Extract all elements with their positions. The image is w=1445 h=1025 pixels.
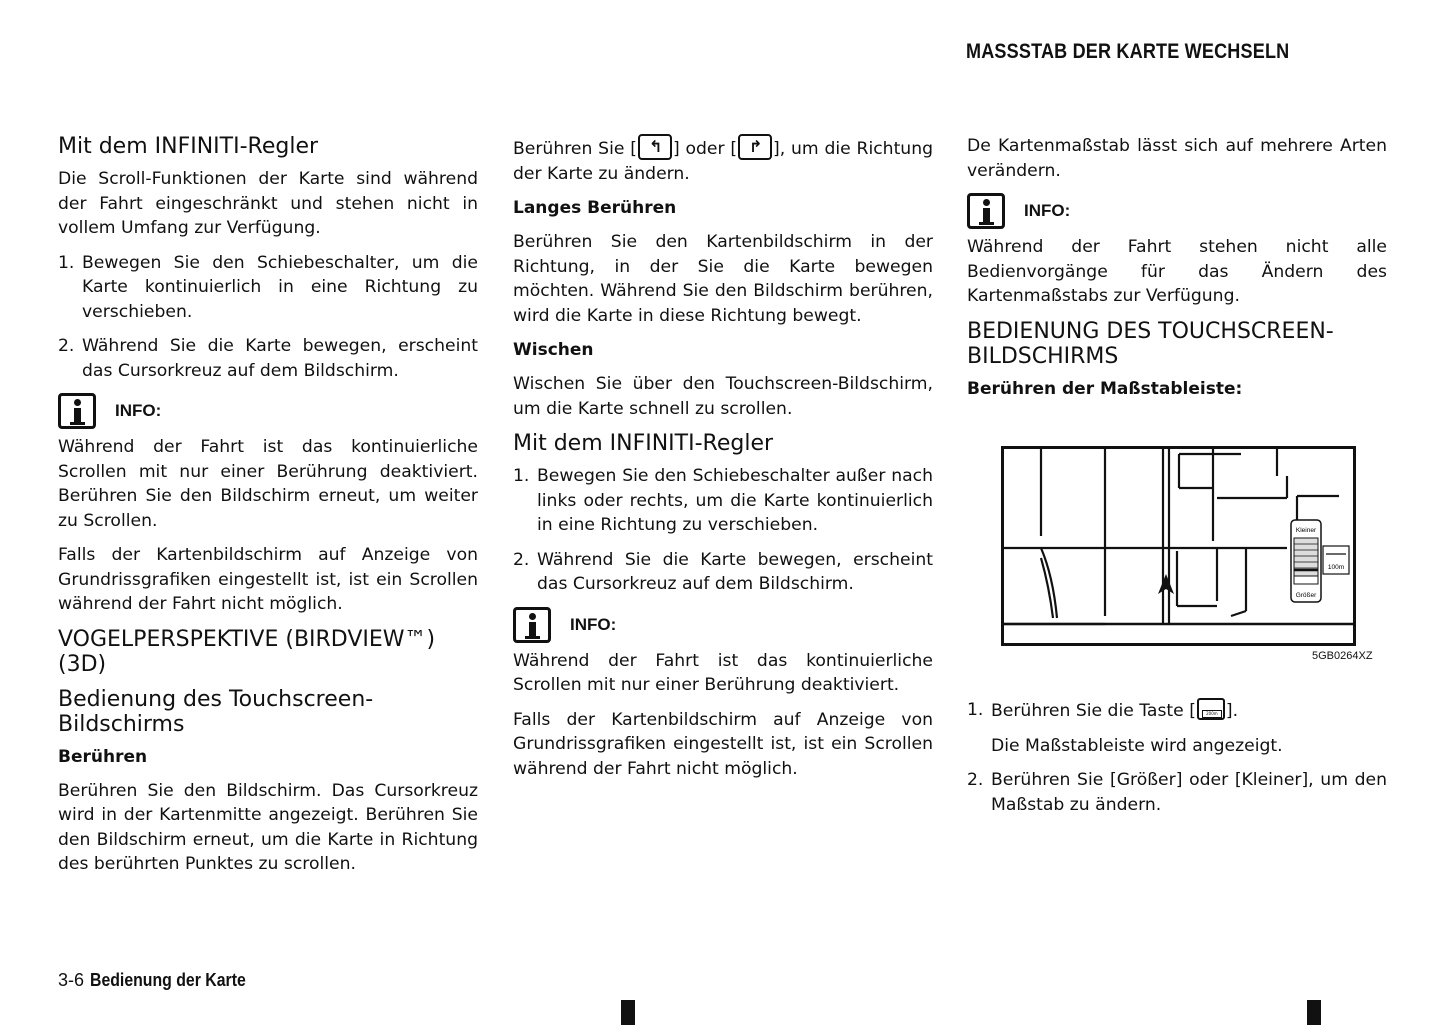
list-item <box>58 334 478 383</box>
heading-infiniti-regler: Mit dem INFINITI-Regler <box>58 134 319 159</box>
column-3-steps <box>967 698 1387 827</box>
info-paragraph: Falls der Kartenbildschirm auf Anzeige von Grundrissgrafiken eingestellt ist, ist ein Scrollen während der Fahrt nicht möglich. <box>513 709 933 779</box>
paragraph-scroll-intro: Die Scroll-Funktionen der Karte sind während der Fahrt eingeschränkt und stehen nicht in vollem Umfang zur Verfügung. <box>58 169 478 238</box>
info-label: INFO: <box>115 401 162 420</box>
list-text: Während Sie die Karte bewegen, erscheint das Cursorkreuz auf dem Bildschirm. <box>82 336 478 381</box>
heading-touchscreen-upper: BEDIENUNG DES TOUCHSCREEN-BILDSCHIRMS <box>967 318 1334 369</box>
column-3 <box>967 134 1387 411</box>
paragraph-beruehren: Berühren Sie den Bildschirm. Das Cursorkreuz wird in der Kartenmitte angezeigt. Berühren Sie den Bildschirm erneut, um die Karte in Richtung des berührten Punktes zu scrollen. <box>58 780 478 874</box>
info-paragraph: Während der Fahrt stehen nicht alle Bedienvorgänge für das Ändern des Kartenmaßstabs zur Verfügung. <box>967 237 1387 306</box>
info-paragraph: Falls der Kartenbildschirm auf Anzeige von Grundrissgrafiken eingestellt ist, ist ein Scrollen während der Fahrt nicht möglich. <box>58 545 478 614</box>
scale-kleiner-label: Kleiner <box>1295 527 1317 534</box>
list-item <box>58 251 478 325</box>
heading-vogelperspektive: VOGELPERSPEKTIVE (BIRDVIEW™) (3D) <box>58 626 436 677</box>
info-label: INFO: <box>1024 201 1071 220</box>
paragraph-langes-beruehren: Berühren Sie den Kartenbildschirm in der Richtung, in der Sie die Karte bewegen möchten. Während Sie den Bildschirm berühren, wird die Karte in diese Richtung bewegt. <box>513 232 933 326</box>
list-item <box>513 548 933 597</box>
step-sub-paragraph: Die Maßstableiste wird angezeigt. <box>991 735 1283 756</box>
list-text: Bewegen Sie den Schiebeschalter, um die Karte kontinuierlich in eine Richtung zu verschieben. <box>82 252 478 322</box>
page-footer <box>58 970 267 991</box>
info-icon <box>513 607 551 643</box>
subheading-wischen: Wischen <box>513 340 594 360</box>
info-icon <box>58 393 96 429</box>
paragraph-scale-intro: De Kartenmaßstab lässt sich auf mehrere Arten verändern. <box>967 136 1387 181</box>
subheading-massstableiste: Berühren der Maßstableiste: <box>967 378 1243 399</box>
rotate-right-icon: ↱ <box>738 134 772 160</box>
edge-mark <box>621 1000 635 1025</box>
scale-key-icon: 200m <box>1197 698 1225 720</box>
info-block <box>58 393 478 429</box>
list-number: 1. <box>58 252 75 273</box>
list-number: 2. <box>967 770 984 790</box>
info-block <box>513 607 933 643</box>
page-header-title: MASSSTAB DER KARTE WECHSELN <box>966 40 1290 63</box>
list-text: Berühren Sie [Größer] oder [Kleiner], um den Maßstab zu ändern. <box>991 770 1387 815</box>
info-icon <box>967 193 1005 229</box>
list-number: 1. <box>967 700 984 720</box>
edge-mark <box>1307 1000 1321 1025</box>
page-number: 3-6 <box>58 970 85 990</box>
scale-groesser-label: Größer <box>1295 592 1317 599</box>
info-paragraph: Während der Fahrt ist das kontinuierliche Scrollen mit nur einer Berührung deaktiviert. Berühren Sie den Bildschirm erneut, um weiter zu Scrollen. <box>58 437 478 531</box>
list-item <box>967 768 1387 817</box>
paragraph-direction: Berühren Sie [ ↰ ] oder [ ↱ ], um die Richtung der Karte zu ändern. <box>513 134 933 186</box>
info-block <box>967 193 1387 229</box>
list-text: Während Sie die Karte bewegen, erscheint das Cursorkreuz auf dem Bildschirm. <box>537 549 933 594</box>
map-figure <box>1001 446 1356 646</box>
list-number: 2. <box>58 336 75 356</box>
column-1 <box>58 134 478 887</box>
list-number: 2. <box>513 549 530 570</box>
rotate-left-icon: ↰ <box>638 134 672 160</box>
list-item <box>513 464 933 538</box>
footer-title: Bedienung der Karte <box>90 970 246 990</box>
column-2 <box>513 134 933 791</box>
list-text: Bewegen Sie den Schiebeschalter außer nach links oder rechts, um die Karte kontinuierlich in eine Richtung zu verschieben. <box>537 466 933 535</box>
heading-infiniti-regler-2: Mit dem INFINITI-Regler <box>513 431 774 456</box>
info-paragraph: Während der Fahrt ist das kontinuierliche Scrollen mit nur einer Berührung deaktiviert. <box>513 650 933 695</box>
list-text: Berühren Sie die Taste [ 200m ]. <box>991 698 1387 724</box>
subheading-langes-beruehren: Langes Berühren <box>513 198 677 218</box>
list-number: 1. <box>513 466 530 486</box>
paragraph-wischen: Wischen Sie über den Touchscreen-Bildschirm, um die Karte schnell zu scrollen. <box>513 374 933 419</box>
heading-touchscreen: Bedienung des Touchscreen-Bildschirms <box>58 686 374 737</box>
info-label: INFO: <box>570 614 617 634</box>
figure-caption: 5GB0264XZ <box>1312 650 1373 662</box>
subheading-beruehren: Berühren <box>58 746 148 767</box>
scale-distance-label: 100m <box>1327 564 1345 571</box>
list-item <box>967 698 1387 724</box>
